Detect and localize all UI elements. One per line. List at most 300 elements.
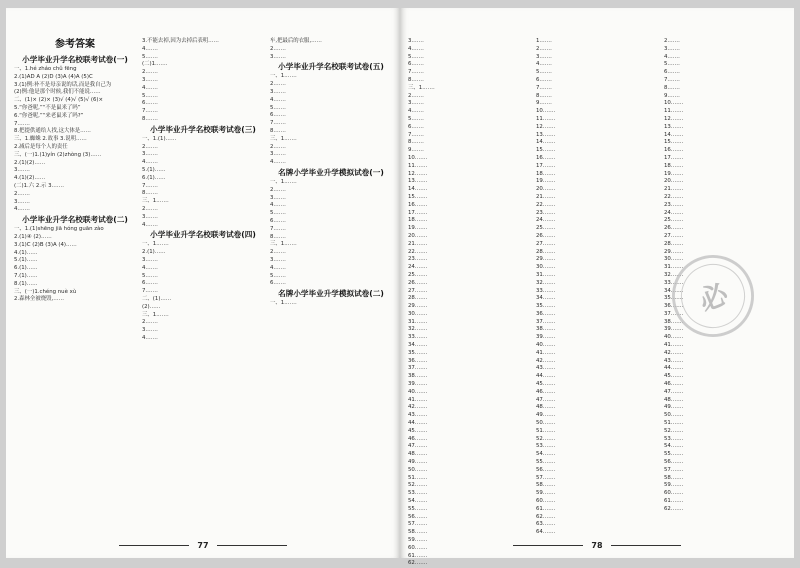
answer-line: 50.…… <box>408 466 428 473</box>
answer-line: 4.…… <box>142 334 158 341</box>
answer-line: 11.…… <box>536 115 556 122</box>
answer-line: 5.…… <box>664 61 680 68</box>
answer-line: 41.…… <box>536 349 556 356</box>
answer-line: 5.…… <box>408 115 424 122</box>
answer-line: 12.…… <box>408 170 428 177</box>
answer-line: 48.…… <box>408 451 428 458</box>
answer-line: 56.…… <box>536 466 556 473</box>
answer-line: 4.…… <box>536 61 552 68</box>
answer-line: 6.…… <box>270 112 286 119</box>
answer-line: 22.…… <box>408 248 428 255</box>
answer-line: 3.…… <box>664 45 680 52</box>
answer-line: 30.…… <box>408 310 428 317</box>
answer-line: 22.…… <box>664 193 684 200</box>
answer-line: 6.…… <box>142 280 158 287</box>
answer-line: 3.…… <box>270 256 286 263</box>
answer-line: 27.…… <box>664 232 684 239</box>
answer-line: 4.…… <box>408 45 424 52</box>
answer-line: 62.…… <box>664 505 684 512</box>
answer-line: 58.…… <box>408 529 428 536</box>
answer-line: 7.…… <box>408 131 424 138</box>
answer-line: 40.…… <box>408 388 428 395</box>
answer-line: 6.(1)…… <box>14 265 38 272</box>
answer-line: 48.…… <box>664 396 684 403</box>
answer-line: 6.…… <box>270 217 286 224</box>
answer-line: 2.…… <box>142 69 158 76</box>
answer-line: 7.…… <box>408 69 424 76</box>
answer-line: 26.…… <box>664 225 684 232</box>
answer-line: 36.…… <box>664 303 684 310</box>
answer-line: 35.…… <box>408 349 428 356</box>
answer-line: 一、1.…… <box>270 300 297 307</box>
answer-line: 3.(1)C (2)B (3)A (4)…… <box>14 241 77 248</box>
answer-line: 32.…… <box>408 326 428 333</box>
answer-line: 8.…… <box>142 115 158 122</box>
answer-line: 56.…… <box>408 513 428 520</box>
answer-line: 11.…… <box>408 162 428 169</box>
answer-line: 39.…… <box>408 381 428 388</box>
answer-line: 64.…… <box>536 529 556 536</box>
answer-line: (2)例:他是那个时候,我们不能说…… <box>14 89 101 96</box>
answer-line: 39.…… <box>536 334 556 341</box>
answer-line: 37.…… <box>408 365 428 372</box>
answer-line: 62.…… <box>408 560 428 567</box>
answer-line: 5.…… <box>142 92 158 99</box>
answer-line: 59.…… <box>408 537 428 543</box>
answer-line: 35.…… <box>536 303 556 310</box>
answer-line: 3.…… <box>270 53 286 60</box>
answer-line: (二)1.六 2.示 3.…… <box>14 182 65 189</box>
answer-line: 59.…… <box>536 490 556 497</box>
answer-line: 5.“你爸呢,”“不是鼠米了吗” <box>14 104 81 111</box>
answer-line: 3.…… <box>270 151 286 158</box>
section-heading: 小学毕业升学名校联考试卷(三) <box>150 124 256 134</box>
answer-line: 60.…… <box>536 498 556 505</box>
answer-line: 34.…… <box>664 287 684 294</box>
answer-line: 15.…… <box>536 147 556 154</box>
answer-line: 28.…… <box>536 248 556 255</box>
answer-line: 10.…… <box>536 108 556 115</box>
answer-line: 46.…… <box>664 381 684 388</box>
answer-line: 车,把最后的衣服,…… <box>270 38 322 44</box>
page-number-left: 77 <box>6 541 400 550</box>
answer-line: 3.…… <box>142 76 158 83</box>
answer-line: 30.…… <box>536 264 556 271</box>
answer-line: 7.…… <box>142 182 158 189</box>
answer-line: 55.…… <box>408 505 428 512</box>
answer-line: 6.…… <box>270 280 286 287</box>
answer-line: 41.…… <box>664 342 684 349</box>
answer-line: 13.…… <box>408 178 428 185</box>
answer-line: 2.(1)④ (2)…… <box>14 233 52 240</box>
answer-line: 33.…… <box>408 334 428 341</box>
answer-line: 57.…… <box>536 474 556 481</box>
answer-line: 6.…… <box>664 69 680 76</box>
answer-line: 2.…… <box>408 92 424 99</box>
answer-line: 2.…… <box>142 205 158 212</box>
answer-line: 14.…… <box>536 139 556 146</box>
answer-line: 57.…… <box>408 521 428 528</box>
answer-line: 43.…… <box>408 412 428 419</box>
answer-line: 24.…… <box>664 209 684 216</box>
answer-line: 29.…… <box>664 248 684 255</box>
answer-line: 27.…… <box>408 287 428 294</box>
answer-line: 4.…… <box>142 221 158 228</box>
answer-line: 8.…… <box>664 84 680 91</box>
answer-line: 2.(1)…… <box>142 249 166 256</box>
answer-line: 5.…… <box>270 210 286 217</box>
answer-line: 49.…… <box>408 459 428 466</box>
answer-line: 3.不能去掉,因为去掉后表明…… <box>142 38 219 44</box>
answer-line: 3.(1)例:补不是母亲说的话,而是我自己为 <box>14 81 112 88</box>
section-heading: 小学毕业升学名校联考试卷(四) <box>150 230 256 240</box>
answer-line: 8.…… <box>408 139 424 146</box>
answer-line: 二、(1)…… <box>142 295 172 302</box>
answer-line: 4.(1)…… <box>14 249 38 256</box>
answer-line: 2.…… <box>14 190 30 197</box>
answer-line: 54.…… <box>664 443 684 450</box>
answer-line: 61.…… <box>536 505 556 512</box>
answer-line: 4.…… <box>408 108 424 115</box>
answer-line: 41.…… <box>408 396 428 403</box>
answer-line: 12.…… <box>536 123 556 130</box>
answer-line: 2.森林全被烧毁,…… <box>14 296 64 303</box>
answer-line: 9.…… <box>536 100 552 107</box>
answer-line: 50.…… <box>536 420 556 427</box>
answer-line: 58.…… <box>664 474 684 481</box>
answer-line: 5.…… <box>408 53 424 60</box>
answer-line: 54.…… <box>408 498 428 505</box>
answer-line: 11.…… <box>664 108 684 115</box>
answer-line: 2.…… <box>664 38 680 44</box>
section-heading: 名牌小学毕业升学模拟试卷(二) <box>278 289 384 299</box>
answer-line: 62.…… <box>536 513 556 520</box>
answer-line: 30.…… <box>664 256 684 263</box>
answer-line: 51.…… <box>664 420 684 427</box>
answer-line: 44.…… <box>408 420 428 427</box>
answer-line: 9.…… <box>408 147 424 154</box>
answer-line: 18.…… <box>664 162 684 169</box>
answer-line: 3.…… <box>408 38 424 44</box>
answer-line: 22.…… <box>536 201 556 208</box>
answer-line: 2.(1)(2)…… <box>14 159 46 166</box>
answer-line: 25.…… <box>664 217 684 224</box>
answer-line: 16.…… <box>536 154 556 161</box>
answer-line: 21.…… <box>536 193 556 200</box>
answer-line: 37.…… <box>664 310 684 317</box>
section-heading: 小学毕业升学名校联考试卷(五) <box>278 62 384 72</box>
answer-line: 2.…… <box>142 319 158 326</box>
answer-line: 34.…… <box>408 342 428 349</box>
answer-line: 52.…… <box>408 482 428 489</box>
answer-line: 23.…… <box>664 201 684 208</box>
answer-line: 19.…… <box>408 225 428 232</box>
answer-line: 38.…… <box>408 373 428 380</box>
answer-line: 2.…… <box>142 143 158 150</box>
answer-line: 61.…… <box>408 552 428 559</box>
answer-line: 15.…… <box>664 139 684 146</box>
answer-line: 60.…… <box>408 544 428 551</box>
answer-line: 8.…… <box>270 233 286 240</box>
answer-line: (2)…… <box>142 303 161 310</box>
answer-line: 1.…… <box>536 38 552 44</box>
answer-line: 一、1.(1)…… <box>142 135 177 142</box>
answer-line: 8.…… <box>408 76 424 83</box>
answer-line: 19.…… <box>536 178 556 185</box>
page-number-right: 78 <box>400 541 794 550</box>
answer-line: 3.…… <box>14 167 30 174</box>
answer-line: 56.…… <box>664 459 684 466</box>
answer-line: 43.…… <box>664 357 684 364</box>
answer-line: 31.…… <box>664 264 684 271</box>
answer-line: 4.…… <box>14 206 30 213</box>
answer-line: 三、1.…… <box>408 84 435 91</box>
answer-line: 60.…… <box>664 490 684 497</box>
answer-line: 49.…… <box>664 404 684 411</box>
answer-line: 32.…… <box>536 279 556 286</box>
answer-line: 2.减后是每个人的责任 <box>14 143 68 150</box>
answer-line: 一、1.…… <box>270 178 297 185</box>
answer-line: 43.…… <box>536 365 556 372</box>
answer-line: 5.…… <box>270 104 286 111</box>
answer-line: 18.…… <box>408 217 428 224</box>
answer-line: 29.…… <box>408 303 428 310</box>
answer-line: 52.…… <box>536 435 556 442</box>
answer-line: 32.…… <box>664 271 684 278</box>
answer-line: 2.…… <box>270 81 286 88</box>
answer-line: 42.…… <box>664 349 684 356</box>
answer-line: 7.…… <box>270 120 286 127</box>
answer-line: 16.…… <box>408 201 428 208</box>
answer-line: 一、1.hé zháo chǔ fēng <box>14 66 77 72</box>
answer-line: 20.…… <box>664 178 684 185</box>
answer-line: 7.…… <box>142 288 158 295</box>
answer-line: 7.…… <box>536 84 552 91</box>
answer-line: 8.…… <box>270 127 286 134</box>
answer-line: 16.…… <box>664 147 684 154</box>
answer-line: 3.…… <box>536 53 552 60</box>
answer-line: 47.…… <box>664 388 684 395</box>
answer-line: 6.…… <box>142 100 158 107</box>
answer-line: 2.…… <box>270 143 286 150</box>
answer-line: 8.…… <box>142 190 158 197</box>
answer-line: 3.…… <box>142 213 158 220</box>
answer-line: 3.…… <box>270 194 286 201</box>
answer-line: 5.…… <box>142 272 158 279</box>
answer-line: (二)1.…… <box>142 61 168 68</box>
book-spread <box>6 8 794 567</box>
answer-line: 54.…… <box>536 451 556 458</box>
answer-line: 19.…… <box>664 170 684 177</box>
answer-line: 63.…… <box>536 521 556 528</box>
answer-line: 4.…… <box>270 264 286 271</box>
answer-line: 6.(1)…… <box>142 174 166 181</box>
answer-line: 51.…… <box>408 474 428 481</box>
answer-line: 8.把提供通给人找,这大体是…… <box>14 128 91 135</box>
answer-line: 24.…… <box>408 264 428 271</box>
answer-line: 44.…… <box>664 365 684 372</box>
left-page <box>6 8 400 558</box>
answer-line: 7.…… <box>664 76 680 83</box>
answer-line: 14.…… <box>664 131 684 138</box>
answer-line: 10.…… <box>408 154 428 161</box>
section-heading: 小学毕业升学名校联考试卷(二) <box>22 215 128 225</box>
answer-line: 42.…… <box>408 404 428 411</box>
section-heading: 小学毕业升学名校联考试卷(一) <box>22 55 128 64</box>
answer-line: 三、1.…… <box>142 311 169 318</box>
answer-line: 3.…… <box>270 88 286 95</box>
answer-line: 3.…… <box>408 100 424 107</box>
answer-line: 4.…… <box>142 264 158 271</box>
answer-line: 20.…… <box>408 232 428 239</box>
answer-line: 26.…… <box>408 279 428 286</box>
answer-line: 57.…… <box>664 466 684 473</box>
answer-line: 14.…… <box>408 186 428 193</box>
answer-line: 36.…… <box>536 310 556 317</box>
answer-line: 31.…… <box>536 271 556 278</box>
section-heading: 名牌小学毕业升学模拟试卷(一) <box>278 167 384 177</box>
answer-line: 15.…… <box>408 193 428 200</box>
answer-line: 一、1.…… <box>142 241 169 248</box>
answer-line: 23.…… <box>536 209 556 216</box>
answer-line: 23.…… <box>408 256 428 263</box>
answer-line: 2.(1)AD A (2)D (3)A (4)A (5)C <box>14 73 93 80</box>
answer-line: 4.…… <box>664 53 680 60</box>
left-column-1 <box>14 38 136 538</box>
answer-line: 4.…… <box>142 45 158 52</box>
answers-title: 参考答案 <box>55 39 95 50</box>
answer-line: 一、1.…… <box>270 73 297 80</box>
answer-line: 17.…… <box>536 162 556 169</box>
answer-line: 三、1.蜘蛛 2.故事 3.说明…… <box>14 136 87 143</box>
answer-line: 三、1.…… <box>270 241 297 248</box>
answer-line: 55.…… <box>536 459 556 466</box>
answer-line: 12.…… <box>664 115 684 122</box>
answer-line: 33.…… <box>536 287 556 294</box>
answer-line: 6.“你爸呢,”“来老鼠米了吗?” <box>14 112 84 119</box>
answer-line: 26.…… <box>536 232 556 239</box>
answer-line: 38.…… <box>536 326 556 333</box>
answer-line: 31.…… <box>408 318 428 325</box>
answer-line: 29.…… <box>536 256 556 263</box>
answer-line: 7.(1)…… <box>14 272 38 279</box>
answer-line: 5.…… <box>142 53 158 60</box>
right-column-1 <box>408 38 530 567</box>
answer-line: 45.…… <box>664 373 684 380</box>
answer-line: 49.…… <box>536 412 556 419</box>
answer-line: 45.…… <box>408 427 428 434</box>
answer-line: 三、1.…… <box>142 198 169 205</box>
answer-line: 52.…… <box>664 427 684 434</box>
answer-line: 4.(1)(2)…… <box>14 175 46 182</box>
answer-line: 21.…… <box>408 240 428 247</box>
answer-line: 5.…… <box>270 272 286 279</box>
answer-line: 7.…… <box>14 120 30 127</box>
answer-line: 42.…… <box>536 357 556 364</box>
answer-line: 35.…… <box>664 295 684 302</box>
answer-line: 55.…… <box>664 451 684 458</box>
answer-line: 4.…… <box>270 202 286 209</box>
answer-line: 17.…… <box>664 154 684 161</box>
answer-line: 25.…… <box>536 225 556 232</box>
answer-line: 6.…… <box>408 61 424 68</box>
answer-line: 7.…… <box>142 108 158 115</box>
answer-line: 5.…… <box>536 69 552 76</box>
answer-line: 39.…… <box>664 326 684 333</box>
answer-line: 三、1.…… <box>270 135 297 142</box>
stamp-watermark: 必 <box>660 243 767 350</box>
answer-line: 二、(1)× (2)× (3)√ (4)√ (5)√ (6)× <box>14 97 104 104</box>
answer-line: 58.…… <box>536 482 556 489</box>
answer-line: 48.…… <box>536 404 556 411</box>
answer-line: 7.…… <box>270 225 286 232</box>
answer-line: 38.…… <box>664 318 684 325</box>
answer-line: 37.…… <box>536 318 556 325</box>
answer-line: 46.…… <box>408 435 428 442</box>
answer-line: 51.…… <box>536 427 556 434</box>
answer-line: 2.…… <box>270 45 286 52</box>
answer-line: 47.…… <box>408 443 428 450</box>
answer-line: 59.…… <box>664 482 684 489</box>
answer-line: 17.…… <box>408 209 428 216</box>
answer-line: 4.…… <box>142 84 158 91</box>
answer-line: 40.…… <box>536 342 556 349</box>
answer-line: 3.…… <box>142 151 158 158</box>
answer-line: 9.…… <box>664 92 680 99</box>
answer-line: 50.…… <box>664 412 684 419</box>
answer-line: 53.…… <box>408 490 428 497</box>
answer-line: 40.…… <box>664 334 684 341</box>
answer-line: 4.…… <box>142 159 158 166</box>
answer-line: 28.…… <box>408 295 428 302</box>
answer-line: 10.…… <box>664 100 684 107</box>
answer-line: 3.…… <box>142 256 158 263</box>
answer-line: 4.…… <box>270 159 286 166</box>
answer-line: 三、(一)1.chéng nuè xù <box>14 288 77 295</box>
answer-line: 2.…… <box>270 249 286 256</box>
left-column-2 <box>142 38 264 538</box>
answer-line: 53.…… <box>536 443 556 450</box>
answer-line: 34.…… <box>536 295 556 302</box>
answer-line: 5.(1)…… <box>142 166 166 173</box>
answer-line: 6.…… <box>536 76 552 83</box>
answer-line: 45.…… <box>536 381 556 388</box>
right-column-2 <box>536 38 658 538</box>
answer-line: 47.…… <box>536 396 556 403</box>
answer-line: 6.…… <box>408 123 424 130</box>
left-column-3 <box>270 38 392 538</box>
answer-line: 5.(1)…… <box>14 257 38 264</box>
answer-line: 44.…… <box>536 373 556 380</box>
right-page <box>400 8 794 567</box>
answer-line: 3.…… <box>14 198 30 205</box>
answer-line: 一、1.(1)shēng jiā hóng guān zào <box>14 226 104 233</box>
answer-line: 46.…… <box>536 388 556 395</box>
answer-line: 8.…… <box>536 92 552 99</box>
answer-line: 4.…… <box>270 96 286 103</box>
answer-line: 13.…… <box>536 131 556 138</box>
answer-line: 8.(1)…… <box>14 280 38 287</box>
answer-line: 三、(一)1.(1)yín (2)zhòng (3)…… <box>14 151 102 158</box>
answer-line: 21.…… <box>664 186 684 193</box>
answer-line: 20.…… <box>536 186 556 193</box>
answer-line: 18.…… <box>536 170 556 177</box>
answer-line: 33.…… <box>664 279 684 286</box>
answer-line: 61.…… <box>664 498 684 505</box>
answer-line: 25.…… <box>408 271 428 278</box>
answer-line: 36.…… <box>408 357 428 364</box>
answer-line: 13.…… <box>664 123 684 130</box>
